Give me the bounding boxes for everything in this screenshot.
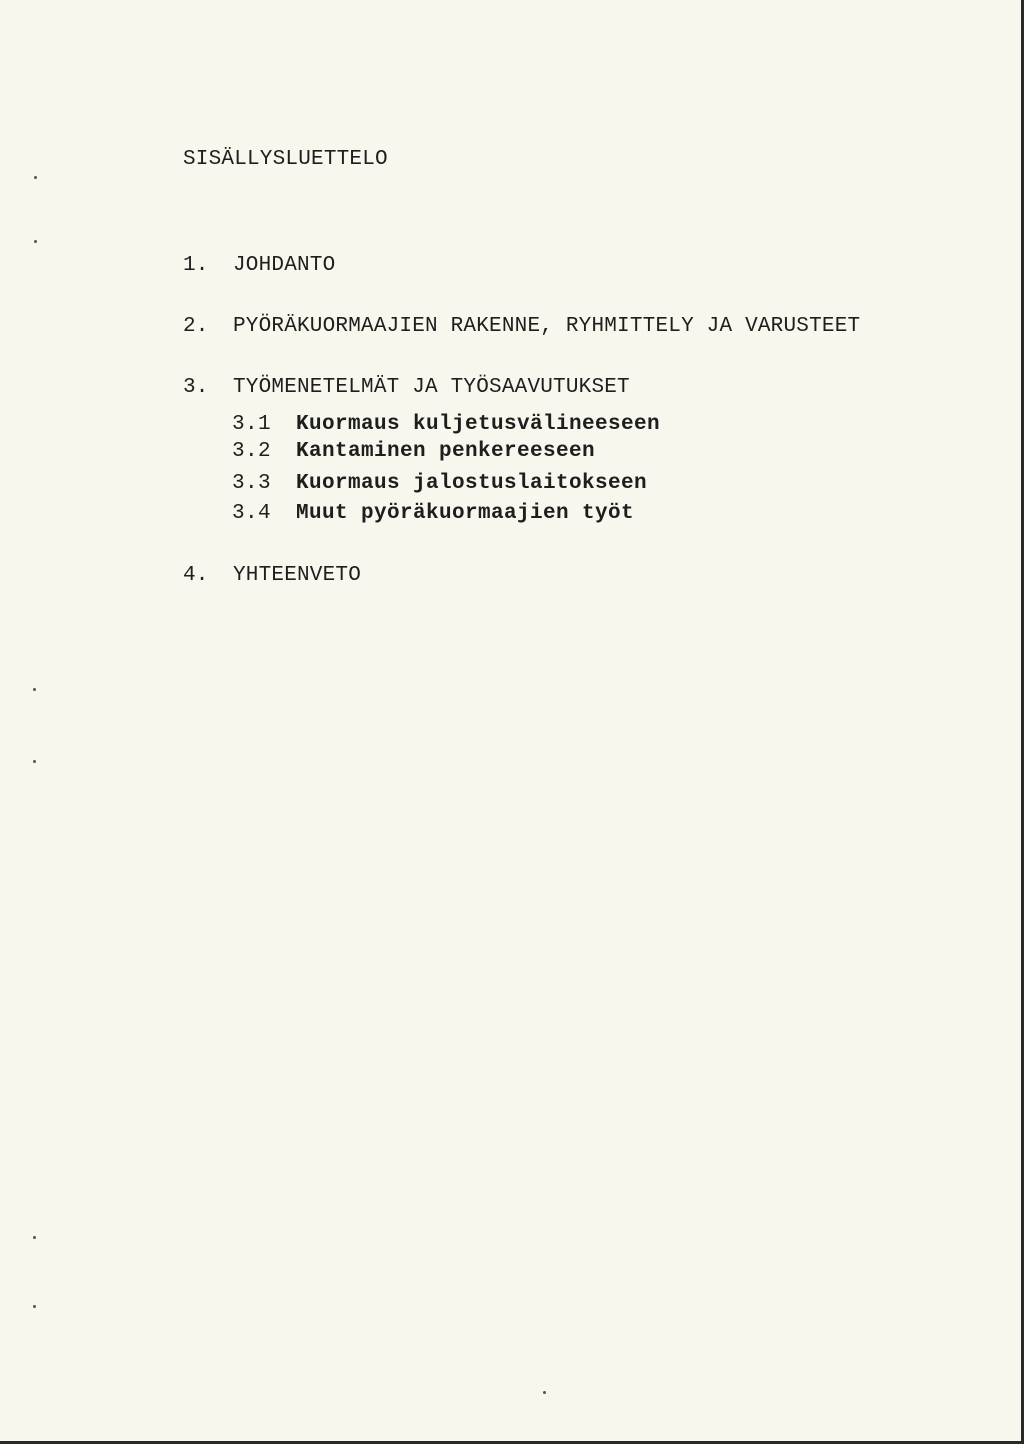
toc-entry-2 xyxy=(183,315,860,338)
toc-entry-number: 4. xyxy=(183,564,209,587)
toc-subentry-label: Kuormaus jalostuslaitokseen xyxy=(296,472,648,495)
toc-entry-label: TYÖMENETELMÄT JA TYÖSAAVUTUKSET xyxy=(233,376,630,399)
toc-subentry-3-3 xyxy=(232,472,647,495)
toc-entry-3 xyxy=(183,376,630,399)
toc-subentry-3-1 xyxy=(232,413,660,436)
toc-entry-number: 3. xyxy=(183,376,209,399)
toc-entry-1 xyxy=(183,254,335,277)
scan-speck xyxy=(33,1305,36,1308)
scan-speck xyxy=(34,240,37,243)
toc-entry-number: 2. xyxy=(183,315,209,338)
toc-subentry-3-2 xyxy=(232,440,595,463)
toc-entry-label: PYÖRÄKUORMAAJIEN RAKENNE, RYHMITTELY JA VARUSTEET xyxy=(233,315,861,338)
toc-subentry-label: Kantaminen penkereeseen xyxy=(296,440,596,463)
scan-speck xyxy=(33,760,36,763)
toc-entry-4 xyxy=(183,564,361,587)
toc-entry-number: 1. xyxy=(183,254,209,277)
toc-entry-label: JOHDANTO xyxy=(233,254,336,277)
scan-speck xyxy=(34,176,37,179)
scan-speck xyxy=(543,1391,546,1394)
toc-subentry-number: 3.3 xyxy=(232,472,272,495)
toc-subentry-label: Muut pyöräkuormaajien työt xyxy=(296,502,635,525)
toc-subentry-3-4 xyxy=(232,502,634,525)
scan-speck xyxy=(33,1236,36,1239)
page-title: SISÄLLYSLUETTELO xyxy=(183,148,388,171)
toc-subentry-label: Kuormaus kuljetusvälineeseen xyxy=(296,413,661,436)
toc-subentry-number: 3.4 xyxy=(232,502,272,525)
toc-entry-label: YHTEENVETO xyxy=(233,564,362,587)
scan-speck xyxy=(33,688,36,691)
toc-subentry-number: 3.1 xyxy=(232,413,272,436)
toc-subentry-number: 3.2 xyxy=(232,440,272,463)
